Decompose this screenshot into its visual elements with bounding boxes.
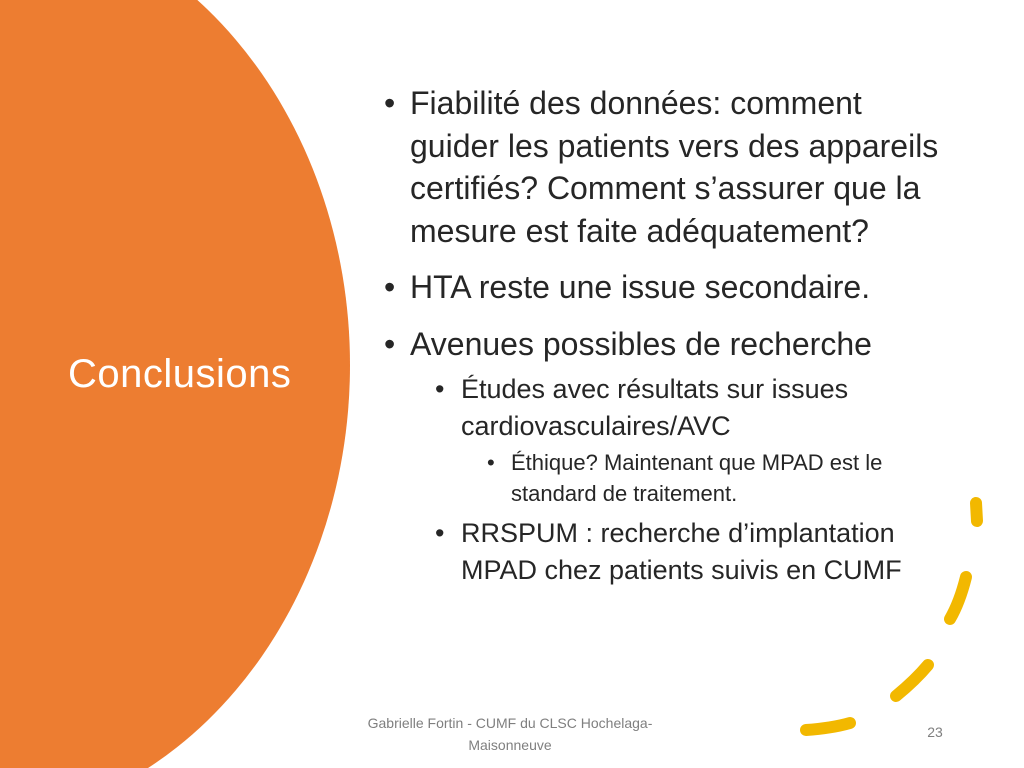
bullet-text: RRSPUM : recherche d’implantation MPAD chez patients suivis en CUMF <box>461 518 902 585</box>
bullet-text: Avenues possibles de recherche <box>410 325 872 362</box>
bullet-dot-icon: • <box>435 518 445 548</box>
bullet-item-data-reliability <box>384 82 944 252</box>
bullet-dot-icon: • <box>435 374 445 404</box>
bullet-dot-icon: • <box>384 325 396 362</box>
page-number: 23 <box>927 724 943 740</box>
dash-segment <box>976 503 977 521</box>
sub-bullet-item-studies <box>435 371 944 445</box>
bullet-dot-icon: • <box>384 85 396 121</box>
bullet-text: Fiabilité des données: comment guider les patients vers des appareils certifiés? Comment s’assurer que la mesure est faite adéquatement? <box>410 85 939 249</box>
bullet-item-research-avenues <box>384 323 944 366</box>
bullet-text: Études avec résultats sur issues cardiovasculaires/AVC <box>461 374 849 441</box>
dash-segment <box>896 665 928 696</box>
bullet-text: Éthique? Maintenant que MPAD est le standard de traitement. <box>511 450 883 506</box>
bullet-dot-icon: • <box>487 450 495 475</box>
bullet-text: HTA reste une issue secondaire. <box>410 269 871 305</box>
dash-segment <box>806 723 850 730</box>
bullet-dot-icon: • <box>384 269 396 305</box>
dash-segment <box>950 577 966 619</box>
slide-title: Conclusions <box>68 352 292 396</box>
footer-author: Gabrielle Fortin - CUMF du CLSC Hochelaga-Maisonneuve <box>367 715 653 753</box>
bullet-item-hta-secondary <box>384 266 944 309</box>
yellow-dashed-arc-decoration <box>780 485 1000 745</box>
